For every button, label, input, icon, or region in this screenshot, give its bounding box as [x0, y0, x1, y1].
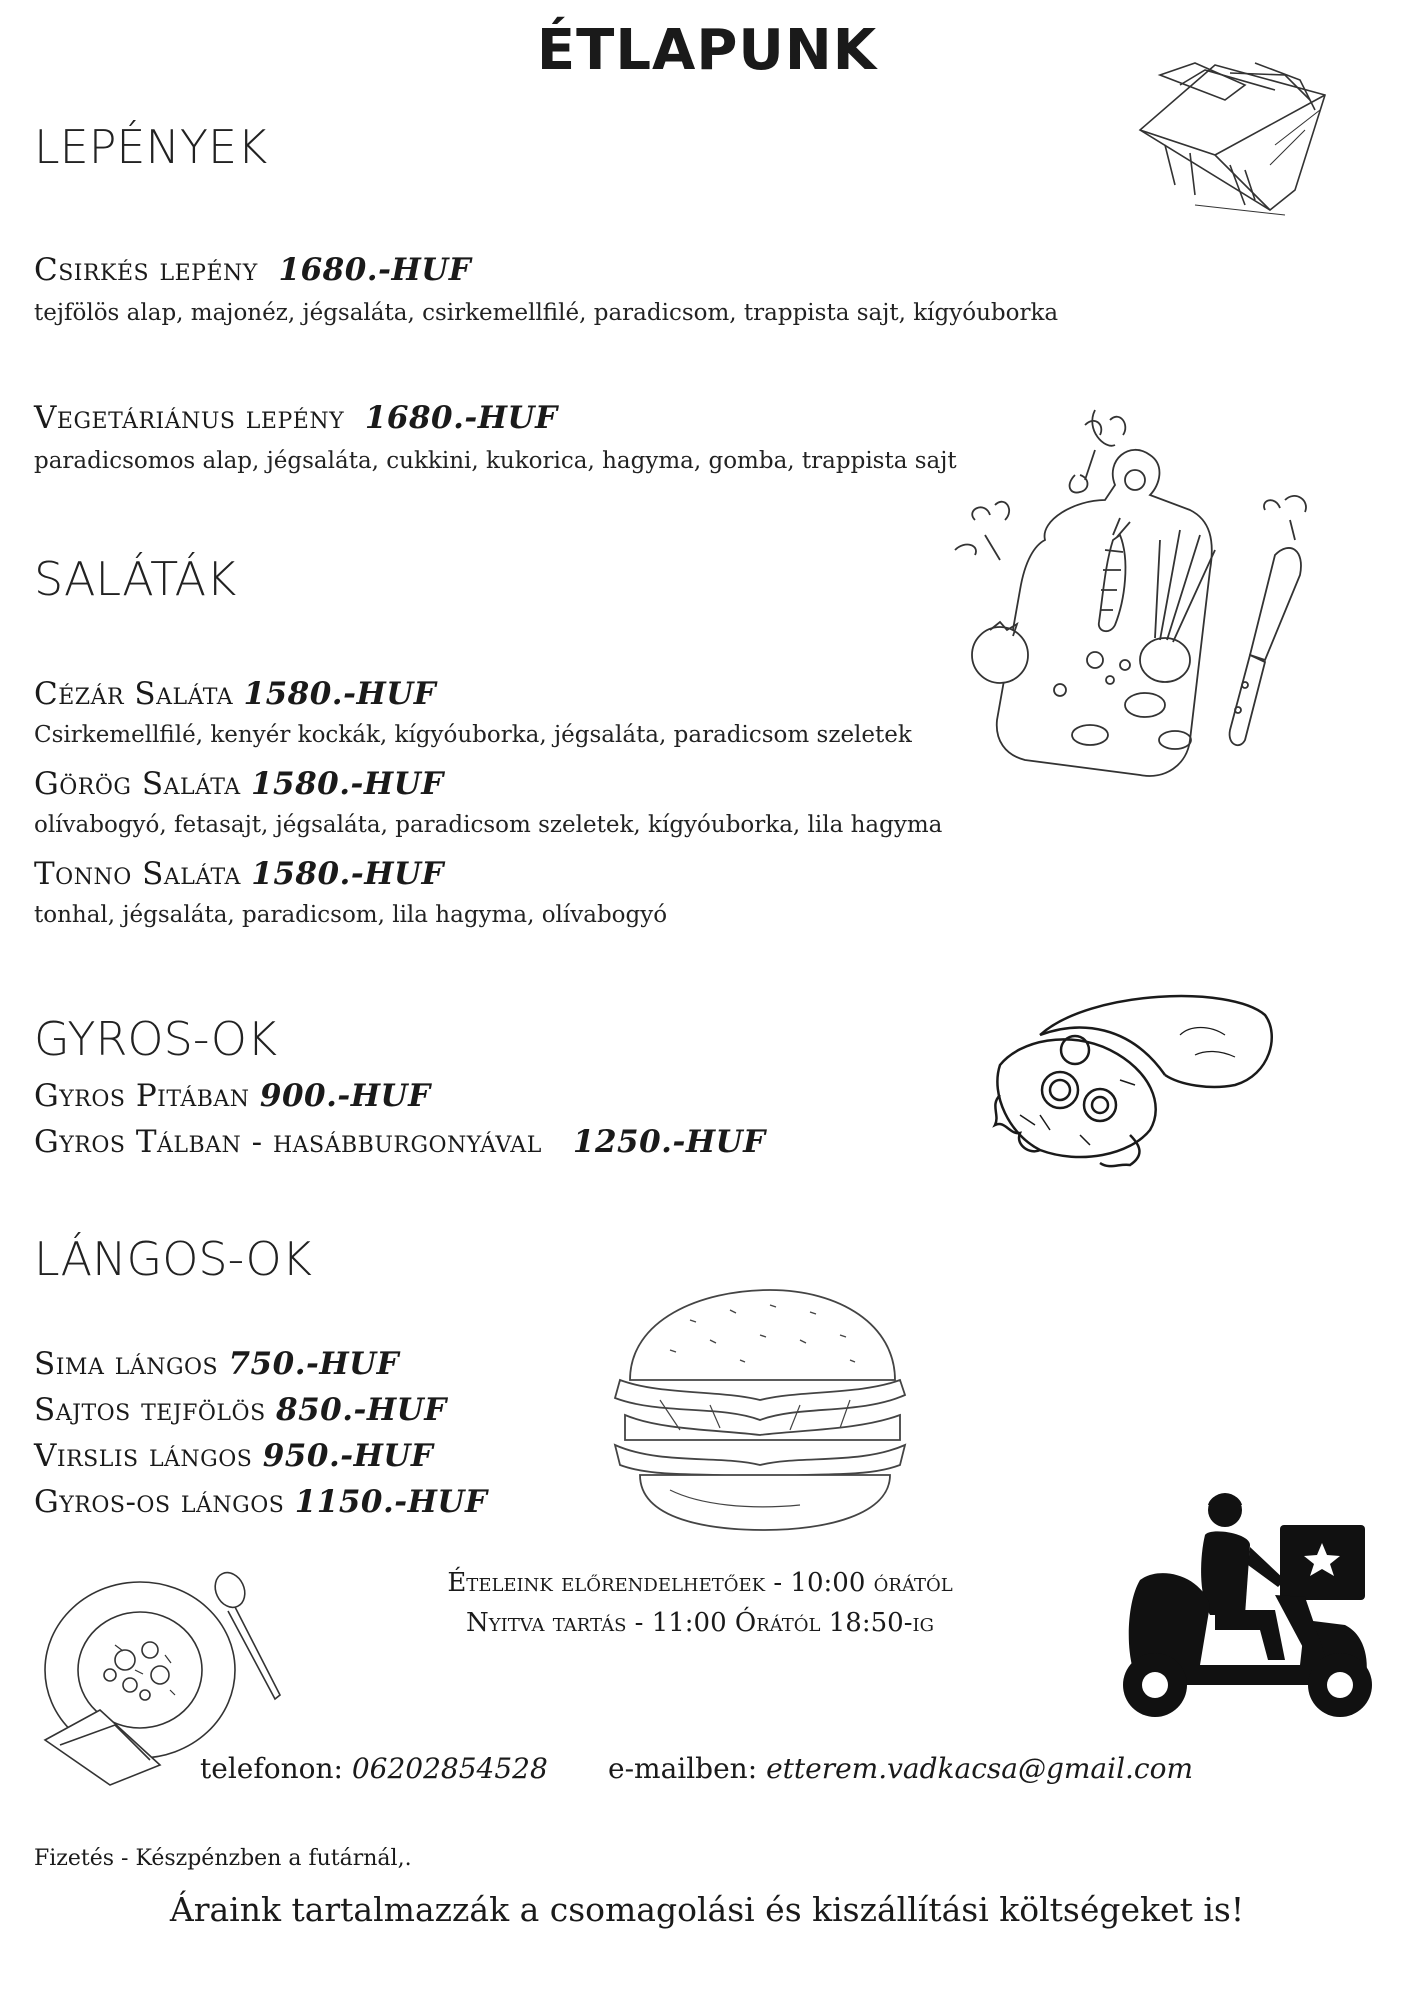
- dish-name: Vegetáriánus lepény: [34, 400, 345, 436]
- menu-item: [34, 252, 471, 288]
- dish-name: Gyros Pitában: [34, 1078, 250, 1114]
- dish-description: tejfölös alap, majonéz, jégsaláta, csirkemellfilé, paradicsom, trappista sajt, kígyóuborka: [34, 300, 1059, 326]
- dish-price: 1150.-HUF: [294, 1484, 488, 1520]
- menu-item: [34, 676, 436, 712]
- french-fries-icon: [1135, 55, 1335, 220]
- dish-price: 1680.-HUF: [278, 252, 472, 288]
- dish-price: 950.-HUF: [262, 1438, 434, 1474]
- opening-hours: Nyitva tartás - 11:00 Órától 18:50-ig: [466, 1608, 934, 1638]
- dish-description: olívabogyó, fetasajt, jégsaláta, paradicsom szeletek, kígyóuborka, lila hagyma: [34, 812, 943, 838]
- section-heading-lepenyek: LEPÉNYEK: [34, 120, 268, 174]
- dish-price: 1580.-HUF: [250, 766, 444, 802]
- burger-icon: [600, 1280, 915, 1540]
- dish-name: Sajtos tejfölös: [34, 1392, 266, 1428]
- gyros-pita-icon: [980, 995, 1280, 1180]
- dish-price: 750.-HUF: [228, 1346, 400, 1382]
- dish-price: 900.-HUF: [259, 1078, 431, 1114]
- dish-price: 1580.-HUF: [251, 856, 445, 892]
- dish-name: Gyros-os lángos: [34, 1484, 285, 1520]
- menu-item: [34, 766, 444, 802]
- dish-name: Cézár Saláta: [34, 676, 234, 712]
- menu-item: [34, 1346, 399, 1382]
- menu-item: [34, 856, 444, 892]
- menu-item: [34, 1392, 447, 1428]
- section-heading-gyros: GYROS-OK: [34, 1012, 278, 1066]
- menu-item: [34, 1438, 433, 1474]
- dish-description: Csirkemellfilé, kenyér kockák, kígyóuborka, jégsaláta, paradicsom szeletek: [34, 722, 912, 748]
- section-heading-langos: LÁNGOS-OK: [34, 1232, 312, 1286]
- dish-price: 850.-HUF: [276, 1392, 447, 1428]
- plate-spoon-icon: [40, 1575, 290, 1790]
- menu-item: [34, 400, 558, 436]
- email-label: e-mailben:: [608, 1752, 758, 1785]
- phone-label: telefonon:: [200, 1752, 343, 1785]
- dish-name: Csirkés lepény: [34, 252, 258, 288]
- section-heading-salatak: SALÁTÁK: [34, 552, 237, 606]
- menu-title: ÉTLAPUNK: [536, 18, 878, 83]
- dish-price: 1250.-HUF: [572, 1124, 766, 1160]
- menu-item: [34, 1124, 766, 1160]
- dish-name: Sima lángos: [34, 1346, 219, 1382]
- dish-name: Görög Saláta: [34, 766, 241, 802]
- dish-name: Tonno Saláta: [34, 856, 241, 892]
- dish-description: paradicsomos alap, jégsaláta, cukkini, kukorica, hagyma, gomba, trappista sajt: [34, 448, 957, 474]
- dish-name: Virslis lángos: [34, 1438, 253, 1474]
- dish-price: 1580.-HUF: [243, 676, 437, 712]
- delivery-scooter-icon: [1100, 1485, 1385, 1725]
- email-contact: [608, 1752, 1193, 1785]
- dish-description: tonhal, jégsaláta, paradicsom, lila hagyma, olívabogyó: [34, 902, 668, 928]
- email-address[interactable]: etterem.vadkacsa@gmail.com: [766, 1752, 1194, 1785]
- dish-price: 1680.-HUF: [364, 400, 558, 436]
- payment-info: Fizetés - Készpénzben a futárnál,.: [34, 1846, 412, 1871]
- menu-item: [34, 1078, 431, 1114]
- dish-name: Gyros Tálban - hasábburgonyával: [34, 1124, 542, 1160]
- menu-item: [34, 1484, 487, 1520]
- phone-number[interactable]: 06202854528: [351, 1752, 548, 1785]
- preorder-notice: Ételeink előrendelhetőek - 10:00 órától: [447, 1568, 953, 1598]
- footer-note: Áraink tartalmazzák a csomagolási és kiszállítási költségeket is!: [169, 1890, 1245, 1929]
- cutting-board-vegetables-icon: [945, 400, 1325, 790]
